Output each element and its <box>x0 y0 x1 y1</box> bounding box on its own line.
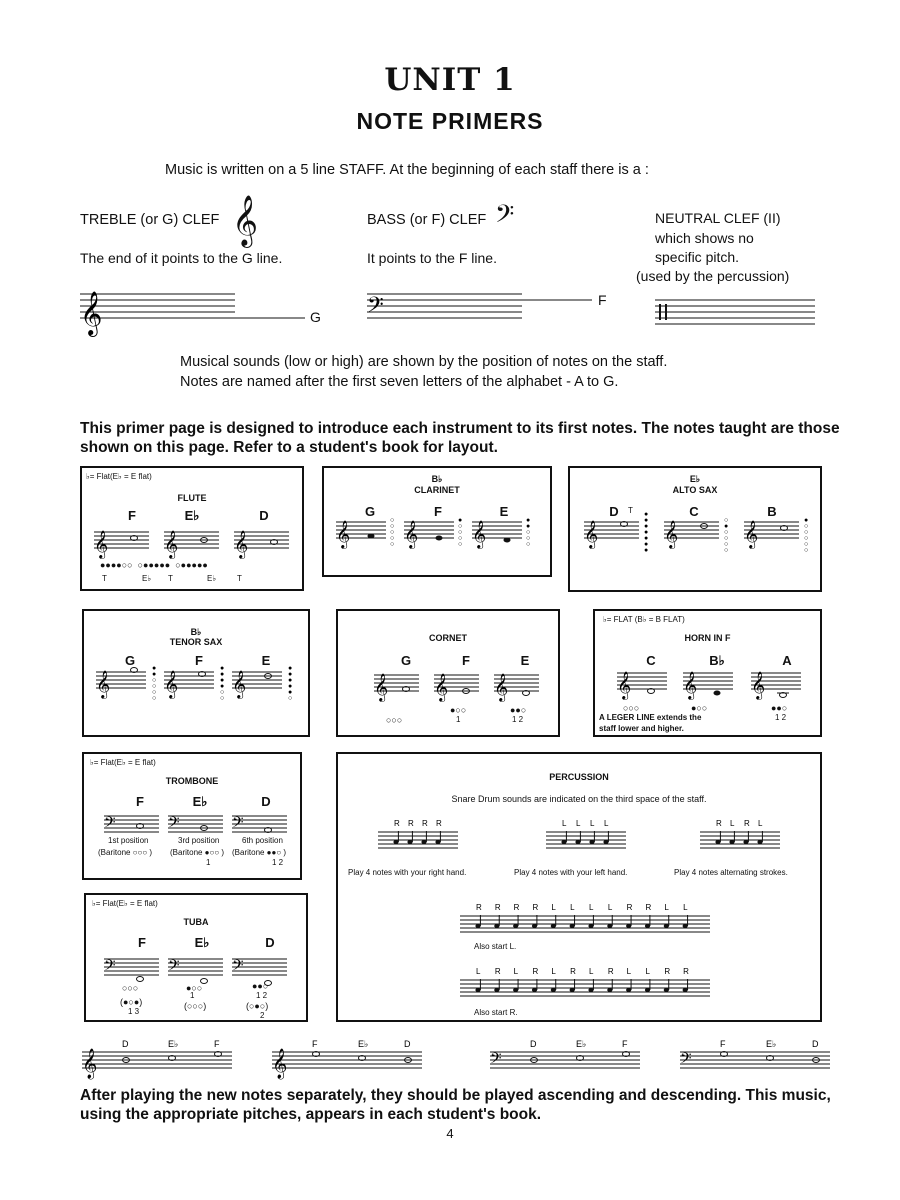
svg-text:𝄞: 𝄞 <box>234 530 249 558</box>
svg-text:𝄞: 𝄞 <box>336 520 351 548</box>
perc-right-note <box>407 840 412 844</box>
svg-text:●: ● <box>220 677 225 684</box>
clarinet-title: CLARINET <box>414 485 460 495</box>
perc-right-letter: R <box>422 819 428 828</box>
perc-long2-note <box>551 988 556 992</box>
svg-text:𝄞: 𝄞 <box>744 520 759 548</box>
unit-title: UNIT 1 <box>384 62 516 98</box>
bottom-staff-3 <box>490 1038 650 1082</box>
svg-text:●: ● <box>644 541 649 548</box>
svg-text:𝄢: 𝄢 <box>232 814 244 835</box>
bottom-note-name: F <box>622 1039 628 1049</box>
perc-long2-note <box>607 988 612 992</box>
bass-staff-example <box>367 288 607 338</box>
cornet-valve-1: ●○○ <box>450 705 467 715</box>
svg-text:○: ○ <box>804 547 809 554</box>
perc-long2-letter: L <box>551 967 556 976</box>
perc-right-note <box>435 840 440 844</box>
alto-sax-key: T <box>628 506 633 515</box>
bass-clef-desc: It points to the F line. <box>367 250 497 266</box>
trombone-baritone-1: (Baritone ○○○ ) <box>98 848 153 857</box>
cornet-title: CORNET <box>429 633 467 643</box>
svg-text:○: ○ <box>526 535 531 542</box>
svg-text:○: ○ <box>526 529 531 536</box>
svg-text:○: ○ <box>804 535 809 542</box>
perc-long2-note <box>494 988 499 992</box>
svg-text:○: ○ <box>724 535 729 542</box>
svg-text:𝄞: 𝄞 <box>232 670 247 698</box>
svg-text:●: ● <box>526 523 531 530</box>
perc-right-letter: R <box>408 819 414 828</box>
percussion-subtitle: Snare Drum sounds are indicated on the third space of the staff. <box>451 794 707 804</box>
trombone-note-3: D <box>261 794 271 809</box>
treble-line-note: G <box>310 309 321 325</box>
perc-long1-note <box>664 924 669 928</box>
svg-text:𝄞: 𝄞 <box>751 671 766 699</box>
perc-left-letter: L <box>576 819 581 828</box>
clarinet-note-2: F <box>434 504 442 519</box>
perc-long2-letter: L <box>589 967 594 976</box>
treble-clef-icon: 𝄞 <box>272 1049 288 1079</box>
clarinet-staves <box>336 516 546 546</box>
perc-long2-note <box>683 988 688 992</box>
perc-long1-note <box>494 924 499 928</box>
perc-long2-letter: L <box>513 967 519 976</box>
svg-text:○: ○ <box>724 517 729 524</box>
bottom-note-name: D <box>530 1039 537 1049</box>
perc-long1-note <box>607 924 612 928</box>
perc-long1-letter: R <box>645 903 652 912</box>
svg-text:●: ● <box>220 671 225 678</box>
bass-clef-icon: 𝄢 <box>680 1050 692 1071</box>
svg-text:𝄞: 𝄞 <box>617 671 632 699</box>
alto-sax-title: ALTO SAX <box>672 485 718 495</box>
svg-text:𝄞: 𝄞 <box>472 520 487 548</box>
tuba-box <box>84 893 308 1022</box>
bottom-note-name: D <box>812 1039 819 1049</box>
perc-alt-note <box>729 840 734 844</box>
horn-box <box>593 609 822 737</box>
clarinet-flat-mark: B♭ <box>431 474 443 484</box>
percussion-cap-1: Play 4 notes with your right hand. <box>348 868 467 877</box>
treble-clef-label: TREBLE (or G) CLEF <box>80 212 220 228</box>
cornet-valve-12-label: 1 2 <box>512 715 524 724</box>
treble-clef-desc: The end of it points to the G line. <box>80 250 283 266</box>
clarinet-box <box>322 466 552 577</box>
percussion-long2-cap: Also start R. <box>474 1008 518 1017</box>
treble-clef-icon: 𝄞 <box>232 195 259 246</box>
flute-box <box>80 466 304 591</box>
alto-sax-staves <box>584 511 814 566</box>
bottom-staff-1 <box>82 1038 242 1082</box>
perc-long1-letter: R <box>513 903 520 912</box>
horn-leger-note: A LEGER LINE extends the staff lower and higher. <box>599 713 702 733</box>
flute-key-1: T <box>102 574 107 583</box>
tenor-sax-note-2: F <box>195 653 203 668</box>
treble-clef-icon: 𝄞 <box>82 1049 98 1079</box>
svg-text:𝄞: 𝄞 <box>96 670 111 698</box>
tuba-note-1: F <box>138 935 146 950</box>
perc-long1-note <box>645 924 650 928</box>
svg-text:●: ● <box>288 689 293 696</box>
svg-text:○: ○ <box>152 683 157 690</box>
horn-valve-12: ●●○ <box>771 703 788 713</box>
svg-text:○: ○ <box>390 517 395 524</box>
svg-text:𝄞: 𝄞 <box>683 671 698 699</box>
svg-text:𝄞: 𝄞 <box>374 673 389 701</box>
svg-text:●: ● <box>644 517 649 524</box>
bottom-staff-2 <box>272 1038 432 1082</box>
alto-sax-box <box>568 466 822 592</box>
cornet-staves <box>374 669 554 709</box>
horn-valve-1: ●○○ <box>691 703 708 713</box>
perc-long1-letter: L <box>664 903 669 912</box>
svg-text:𝄞: 𝄞 <box>80 291 103 335</box>
svg-text:𝄞: 𝄞 <box>94 530 109 558</box>
treble-staff-example <box>80 288 320 338</box>
intro-text: Music is written on a 5 line STAFF. At the beginning of each staff there is a : <box>165 162 649 178</box>
svg-text:●: ● <box>288 683 293 690</box>
tenor-sax-title: TENOR SAX <box>169 637 223 647</box>
bottom-note-name: F <box>720 1039 726 1049</box>
perc-left-note <box>589 840 594 844</box>
perc-long1-note <box>683 924 688 928</box>
tuba-valve-12-label: 1 2 <box>256 991 268 1000</box>
cornet-valve-12: ●●○ <box>510 705 527 715</box>
perc-long2-letter: L <box>626 967 632 976</box>
svg-text:●: ● <box>644 529 649 536</box>
svg-text:𝄢: 𝄢 <box>104 814 116 835</box>
flute-key-5: T <box>237 574 242 583</box>
svg-text:○: ○ <box>152 677 157 684</box>
trombone-valve-1: 1 <box>206 858 211 867</box>
neutral-clef-line3: specific pitch. <box>655 249 740 265</box>
perc-right-note <box>393 840 398 844</box>
perc-left-note <box>561 840 566 844</box>
perc-right-note <box>421 840 426 844</box>
svg-text:○: ○ <box>724 529 729 536</box>
perc-long2-letter: R <box>607 967 614 976</box>
perc-long1-letter: R <box>494 903 501 912</box>
svg-text:●: ● <box>288 677 293 684</box>
perc-right-letter: R <box>436 819 442 828</box>
flute-note-3: D <box>259 508 269 523</box>
tuba-valve-1-label: 1 <box>190 991 195 1000</box>
page-subtitle: NOTE PRIMERS <box>356 108 544 134</box>
perc-long1-note <box>532 924 537 928</box>
perc-long1-letter: R <box>532 903 539 912</box>
percussion-long1-cap: Also start L. <box>474 942 517 951</box>
perc-alt-note <box>757 840 762 844</box>
svg-text:●: ● <box>724 523 729 530</box>
svg-text:○: ○ <box>390 541 395 548</box>
svg-text:𝄞: 𝄞 <box>664 520 679 548</box>
perc-long1-letter: L <box>607 903 613 912</box>
bass-clef-icon: 𝄢 <box>495 200 515 235</box>
alto-sax-note-2: C <box>689 504 699 519</box>
neutral-staff-example <box>655 294 825 334</box>
tuba-valve-12: ●●○ <box>252 981 269 991</box>
alto-sax-flat-mark: E♭ <box>689 474 701 484</box>
svg-text:○: ○ <box>804 523 809 530</box>
percussion-box <box>336 752 822 1022</box>
tuba-title: TUBA <box>183 917 209 927</box>
perc-long1-letter: L <box>589 903 594 912</box>
trombone-pos-1: 1st position <box>108 836 149 845</box>
svg-text:○: ○ <box>724 547 729 554</box>
svg-text:𝄢: 𝄢 <box>367 293 384 323</box>
clarinet-note-1: G <box>364 504 376 519</box>
svg-text:○: ○ <box>152 695 157 702</box>
cornet-note-3: E <box>520 653 530 668</box>
bottom-note-name: D <box>404 1039 411 1049</box>
perc-alt-letter: L <box>730 819 735 828</box>
alto-sax-note-3: B <box>767 504 777 519</box>
bottom-note-name: E♭ <box>766 1039 777 1049</box>
perc-long2-note <box>645 988 650 992</box>
percussion-cap-3: Play 4 notes alternating strokes. <box>674 868 788 877</box>
perc-right-letter: R <box>394 819 400 828</box>
tuba-valve-2: (○●○) <box>246 1001 269 1011</box>
sounds-line2: Notes are named after the first seven letters of the alphabet - A to G. <box>180 374 619 390</box>
tenor-sax-box <box>82 609 310 737</box>
svg-text:𝄢: 𝄢 <box>232 957 244 978</box>
perc-long2-letter: R <box>532 967 539 976</box>
perc-long1-note <box>570 924 575 928</box>
neutral-clef-line2: which shows no <box>655 230 754 246</box>
horn-note-1: C <box>646 653 656 668</box>
svg-text:○: ○ <box>390 529 395 536</box>
trombone-baritone-3: (Baritone ●●○ ) <box>232 848 287 857</box>
perc-right-staff <box>378 818 458 858</box>
svg-text:○: ○ <box>288 695 293 702</box>
sounds-line1: Musical sounds (low or high) are shown by the position of notes on the staff. <box>180 354 668 370</box>
perc-long1-letter: L <box>551 903 556 912</box>
perc-alt-letter: L <box>758 819 763 828</box>
bass-clef-icon: 𝄢 <box>490 1050 502 1071</box>
cornet-note-1: G <box>400 653 412 668</box>
trombone-title: TROMBONE <box>165 776 219 786</box>
perc-long1-staff <box>460 902 710 942</box>
svg-text:○: ○ <box>220 689 225 696</box>
bottom-note-name: D <box>122 1039 129 1049</box>
bass-clef-label: BASS (or F) CLEF <box>367 212 487 228</box>
horn-note-3: A <box>782 653 792 668</box>
tuba-valve-13: (●○●) <box>120 997 143 1007</box>
svg-text:𝄞: 𝄞 <box>164 530 179 558</box>
svg-text:●: ● <box>288 671 293 678</box>
perc-long2-letter: R <box>664 967 671 976</box>
flute-staves <box>94 526 299 556</box>
perc-long1-letter: L <box>683 903 688 912</box>
perc-long2-staff <box>460 966 710 1006</box>
tenor-sax-note-3: E <box>261 653 271 668</box>
perc-long1-note <box>513 924 518 928</box>
perc-long1-note <box>475 924 480 928</box>
horn-note-2: B♭ <box>709 653 725 668</box>
tuba-valve-alt: (○○○) <box>184 1001 207 1011</box>
svg-text:●: ● <box>220 665 225 672</box>
perc-long1-note <box>551 924 556 928</box>
horn-valve-12-label: 1 2 <box>775 713 787 722</box>
tuba-note-2: E♭ <box>194 935 210 950</box>
cornet-valve-open: ○○○ <box>386 715 403 725</box>
perc-long2-note <box>626 988 631 992</box>
horn-valve-open: ○○○ <box>623 703 640 713</box>
trombone-box <box>82 752 302 880</box>
percussion-cap-2: Play 4 notes with your left hand. <box>514 868 628 877</box>
bottom-note-name: E♭ <box>576 1039 587 1049</box>
svg-text:●: ● <box>152 665 157 672</box>
svg-text:𝄞: 𝄞 <box>164 670 179 698</box>
cornet-note-2: F <box>462 653 470 668</box>
perc-long2-letter: R <box>494 967 501 976</box>
clarinet-note-3: E <box>499 504 509 519</box>
cornet-valve-1-label: 1 <box>456 715 461 724</box>
page-number: 4 <box>446 1126 454 1141</box>
perc-alt-staff <box>700 818 780 858</box>
flute-note-2: E♭ <box>184 508 200 523</box>
perc-long1-note <box>626 924 631 928</box>
svg-text:●: ● <box>526 517 531 524</box>
perc-long2-note <box>588 988 593 992</box>
svg-text:●: ● <box>220 683 225 690</box>
trombone-valve-12: 1 2 <box>272 858 284 867</box>
svg-text:𝄞: 𝄞 <box>494 673 509 701</box>
tuba-staves <box>104 953 294 983</box>
perc-alt-note <box>743 840 748 844</box>
tuba-valve-1: ●○○ <box>186 983 203 993</box>
perc-long2-note <box>475 988 480 992</box>
perc-long2-note <box>570 988 575 992</box>
svg-text:○: ○ <box>152 689 157 696</box>
svg-text:○: ○ <box>220 695 225 702</box>
perc-long1-letter: L <box>570 903 575 912</box>
flute-key-4: E♭ <box>207 574 217 583</box>
perc-alt-letter: R <box>744 819 750 828</box>
svg-text:○: ○ <box>458 535 463 542</box>
flute-fingering: ●●●●○○ ○●●●●● ○●●●●● <box>100 560 208 570</box>
tenor-sax-note-1: G <box>124 653 136 668</box>
neutral-clef-line4: (used by the percussion) <box>636 268 790 284</box>
tuba-valve-2-label: 2 <box>260 1011 265 1020</box>
perc-alt-letter: R <box>716 819 722 828</box>
horn-staves <box>617 667 817 707</box>
svg-text:●: ● <box>152 671 157 678</box>
perc-long1-letter: R <box>476 903 482 912</box>
trombone-legend: ♭= Flat(E♭ = E flat) <box>90 758 156 767</box>
perc-left-letter: L <box>562 819 567 828</box>
svg-text:●: ● <box>644 535 649 542</box>
alto-sax-note-1: D <box>609 504 619 519</box>
svg-text:○: ○ <box>526 541 531 548</box>
tuba-valve-13-label: 1 3 <box>128 1007 140 1016</box>
svg-text:●: ● <box>644 523 649 530</box>
trombone-note-2: E♭ <box>192 794 208 809</box>
perc-left-letter: L <box>590 819 595 828</box>
perc-left-letter: L <box>604 819 609 828</box>
svg-text:𝄢: 𝄢 <box>104 957 116 978</box>
perc-long2-letter: R <box>570 967 576 976</box>
trombone-baritone-2: (Baritone ●○○ ) <box>170 848 225 857</box>
svg-text:𝄞: 𝄞 <box>434 673 449 701</box>
flute-note-1: F <box>128 508 136 523</box>
perc-long2-letter: L <box>645 967 650 976</box>
trombone-pos-3: 6th position <box>242 836 283 845</box>
tuba-legend: ♭= Flat(E♭ = E flat) <box>92 899 158 908</box>
perc-long1-letter: R <box>626 903 633 912</box>
percussion-title: PERCUSSION <box>549 772 609 782</box>
svg-text:●: ● <box>644 511 649 518</box>
cornet-box <box>336 609 560 737</box>
after-text: After playing the new notes separately, they should be played ascending and descending. This music, using the appropriate pitches, appears in each student's book. <box>80 1087 831 1123</box>
perc-long2-note <box>664 988 669 992</box>
flute-key-3: T <box>168 574 173 583</box>
tenor-sax-flat-mark: B♭ <box>190 627 202 637</box>
perc-left-note <box>603 840 608 844</box>
flute-key-2: E♭ <box>142 574 152 583</box>
svg-text:𝄢: 𝄢 <box>168 957 180 978</box>
neutral-clef-line1: NEUTRAL CLEF (II) <box>655 210 781 226</box>
svg-text:●: ● <box>458 517 463 524</box>
svg-text:○: ○ <box>458 541 463 548</box>
perc-long2-note <box>513 988 518 992</box>
horn-title: HORN IN F <box>684 633 731 643</box>
perc-left-staff <box>546 818 626 858</box>
perc-long2-note <box>532 988 537 992</box>
svg-text:●: ● <box>644 547 649 554</box>
trombone-note-1: F <box>136 794 144 809</box>
svg-text:○: ○ <box>804 529 809 536</box>
svg-text:○: ○ <box>804 541 809 548</box>
primer-text: This primer page is designed to introduce each instrument to its first notes. The notes taught are those shown on this page. Refer to a student's book for layout. <box>80 420 840 456</box>
bottom-staff-4 <box>680 1038 840 1082</box>
trombone-pos-2: 3rd position <box>178 836 220 845</box>
perc-long2-letter: R <box>683 967 689 976</box>
svg-text:○: ○ <box>724 541 729 548</box>
perc-alt-note <box>715 840 720 844</box>
svg-text:○: ○ <box>458 529 463 536</box>
perc-long1-note <box>588 924 593 928</box>
svg-text:○: ○ <box>390 535 395 542</box>
bottom-note-name: E♭ <box>168 1039 179 1049</box>
flute-legend: ♭= Flat(E♭ = E flat) <box>86 472 152 481</box>
bottom-note-name: E♭ <box>358 1039 369 1049</box>
svg-text:●: ● <box>804 517 809 524</box>
bottom-note-name: F <box>312 1039 318 1049</box>
svg-text:𝄢: 𝄢 <box>168 814 180 835</box>
svg-text:○: ○ <box>458 523 463 530</box>
svg-text:𝄞: 𝄞 <box>404 520 419 548</box>
bottom-note-name: F <box>214 1039 220 1049</box>
svg-text:𝄞: 𝄞 <box>584 520 599 548</box>
perc-long2-letter: L <box>476 967 481 976</box>
perc-left-note <box>575 840 580 844</box>
svg-text:○: ○ <box>390 523 395 530</box>
flute-title: FLUTE <box>177 493 207 503</box>
tuba-valve-open: ○○○ <box>122 983 139 993</box>
tuba-note-3: D <box>265 935 275 950</box>
svg-text:●: ● <box>288 665 293 672</box>
horn-legend: ♭= FLAT (B♭ = B FLAT) <box>603 615 685 624</box>
tenor-sax-staves <box>96 666 306 716</box>
bass-line-note: F <box>598 292 607 308</box>
